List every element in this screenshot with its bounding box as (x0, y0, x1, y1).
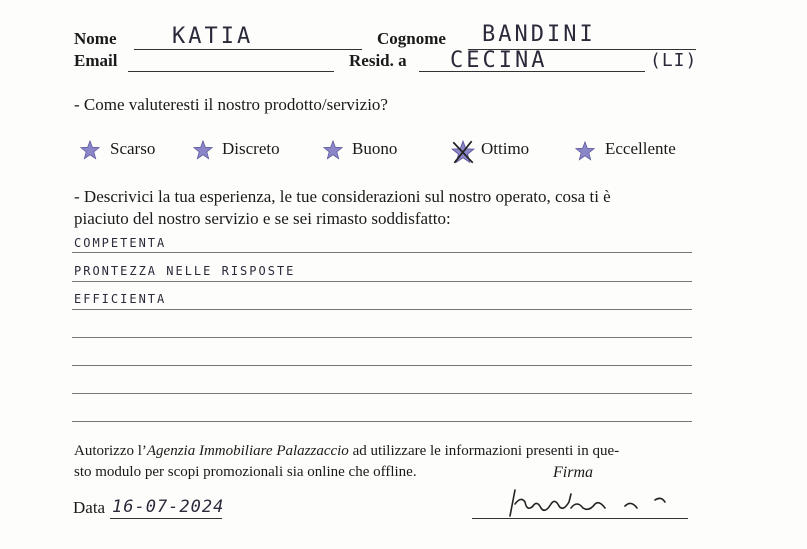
cognome-label: Cognome (377, 29, 446, 48)
answer-rule (72, 337, 692, 338)
date-underline (110, 518, 222, 519)
answer-rule (72, 309, 692, 310)
signature[interactable] (505, 486, 675, 520)
experience-prompt-line2: piaciuto del nostro servizio e se sei rimasto soddisfatto: (74, 209, 451, 228)
date-value[interactable]: 16-07-2024 (112, 497, 225, 517)
star-icon[interactable] (192, 139, 214, 161)
agency-name: Agenzia Immobiliare Palazzaccio (146, 443, 349, 459)
answer-line-3[interactable]: EFFICIENTA (74, 292, 167, 306)
star-selected-icon[interactable] (450, 139, 476, 165)
consent-text-pre: Autorizzo l’ (74, 443, 147, 459)
email-underline (128, 71, 334, 72)
answer-rule (72, 252, 692, 253)
nome-value[interactable]: KATIA (172, 24, 254, 49)
star-icon[interactable] (322, 139, 344, 161)
answer-rule (72, 421, 692, 422)
rating-question: - Come valuteresti il nostro prodotto/servizio? (74, 95, 388, 114)
email-label: Email (74, 51, 118, 70)
answer-rule (72, 393, 692, 394)
experience-prompt-line1: - Descrivici la tua esperienza, le tue considerazioni sul nostro operato, cosa ti è (74, 187, 611, 206)
answer-rule (72, 281, 692, 282)
answer-rule (72, 365, 692, 366)
rating-option-eccellente[interactable]: Eccellente (605, 139, 676, 158)
prov-value[interactable]: (LI) (650, 50, 698, 71)
resid-value[interactable]: CECINA (450, 48, 548, 73)
rating-option-buono[interactable]: Buono (352, 139, 398, 158)
star-icon[interactable] (574, 140, 596, 162)
data-label: Data (73, 498, 106, 517)
star-icon[interactable] (79, 139, 101, 161)
cognome-value[interactable]: BANDINI (482, 22, 596, 47)
rating-option-ottimo[interactable]: Ottimo (481, 139, 530, 158)
answer-line-2[interactable]: PRONTEZZA NELLE RISPOSTE (74, 264, 296, 278)
consent-text-post: ad utilizzare le informazioni presenti in que- (348, 443, 620, 459)
rating-option-discreto[interactable]: Discreto (222, 139, 280, 158)
answer-line-1[interactable]: COMPETENTA (74, 236, 167, 250)
consent-line1 (74, 443, 619, 460)
resid-label: Resid. a (349, 51, 407, 70)
firma-label: Firma (553, 464, 593, 481)
nome-label: Nome (74, 29, 117, 48)
rating-option-scarso[interactable]: Scarso (110, 139, 156, 158)
consent-line2: sto modulo per scopi promozionali sia online che offline. (74, 464, 417, 480)
nome-underline (134, 49, 362, 50)
